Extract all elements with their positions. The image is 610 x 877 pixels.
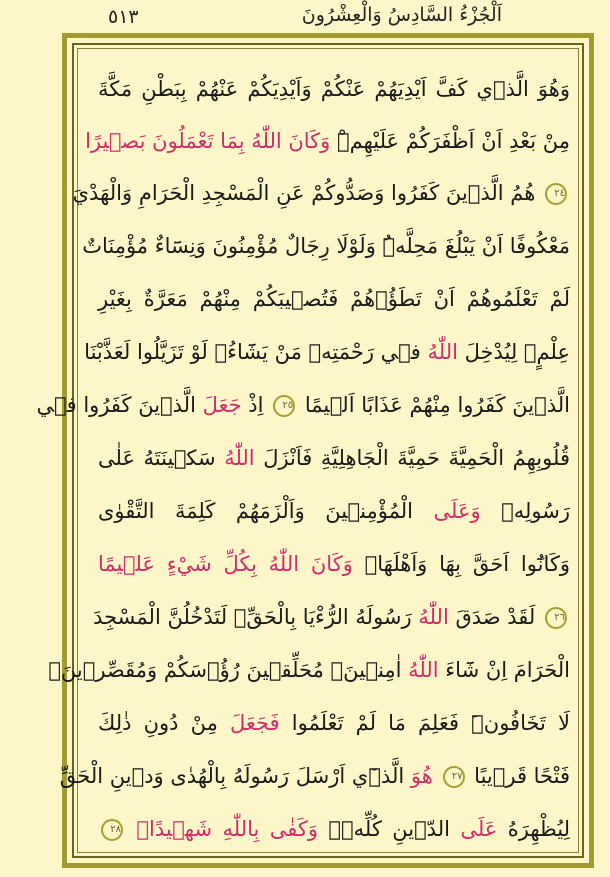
highlighted-phrase: عَلَى	[460, 817, 498, 841]
text-line-15	[98, 800, 570, 858]
verse-text: لَا تَخَافُونَۜ فَعَلِمَ مَا لَمْ تَعْلَمُوا	[279, 711, 570, 735]
verse-text: ف۪ي رَحْمَتِه۪ مَنْ يَشَٓاءُۚ لَوْ تَزَيَّلُوا لَعَذَّبْنَا	[84, 340, 428, 364]
verse-text: وَكَانُٓوا اَحَقَّ بِهَا وَاَهْلَهَاۜ	[352, 552, 570, 576]
text-line-4	[82, 217, 570, 275]
juz-title: اَلْجُزْءُ السَّادِسُ وَالْعِشْرُونَ	[301, 4, 502, 26]
ayah-number-marker: ٢٥	[273, 395, 295, 417]
page-number: ٥١٣	[108, 6, 139, 28]
text-line-9	[98, 482, 570, 540]
text-line-1	[98, 60, 570, 118]
verse-text: قُلُوبِهِمُ الْحَمِيَّةَ حَمِيَّةَ الْجَاهِلِيَّةِ فَاَنْزَلَ	[254, 446, 570, 470]
text-line-12	[48, 641, 570, 699]
verse-text: رَسُولِه۪	[480, 499, 570, 523]
highlighted-phrase: فَجَعَلَ	[230, 711, 280, 735]
text-line-10	[98, 535, 570, 593]
highlighted-phrase: وَعَلَى	[433, 499, 481, 523]
verse-text: لَمْ تَعْلَمُوهُمْ اَنْ تَطَؤُ۫هُمْ فَتُص۪يبَكُمْ مِنْهُمْ مَعَرَّةٌ بِغَيْرِ	[98, 287, 570, 311]
verse-text: الَّذ۪ٓي اَرْسَلَ رَسُولَهُ بِالْهُدٰى وَد۪ينِ الْحَقِّ	[59, 764, 411, 788]
verse-text: الَّذ۪ينَ كَفَرُوا مِنْهُمْ عَذَابًا اَل۪يمًا	[298, 393, 570, 417]
highlighted-phrase: اللّٰهُ	[224, 446, 255, 470]
text-line-2	[85, 112, 570, 170]
ayah-number-marker: ٢٤	[545, 183, 567, 205]
quran-text-area	[36, 60, 570, 850]
highlighted-phrase: وَكَفٰى بِاللّٰهِ شَه۪يدًاۜ	[136, 817, 319, 841]
highlighted-phrase: وَكَانَ اللّٰهُ بِمَا تَعْمَلُونَ بَص۪يرًا	[85, 129, 331, 153]
highlighted-phrase: جَعَلَ	[202, 393, 242, 417]
verse-text: هُمُ الَّذ۪ينَ كَفَرُوا وَصَدُّوكُمْ عَنِ الْمَسْجِدِ الْحَرَامِ وَالْهَدْيَ	[72, 181, 542, 205]
text-line-3	[72, 164, 570, 222]
highlighted-phrase: اللّٰهُ	[427, 340, 458, 364]
highlighted-phrase: اللّٰهُ	[408, 658, 439, 682]
verse-text: لَقَدْ صَدَقَ	[448, 605, 542, 629]
verse-text: فَتْحًا قَر۪يبًا	[467, 764, 570, 788]
text-line-7	[36, 376, 570, 434]
verse-text: وَهُوَ الَّذ۪ي كَفَّ اَيْدِيَهُمْ عَنْكُمْ وَاَيْدِيَكُمْ عَنْهُمْ بِبَطْنِ مَكَّةَ	[98, 77, 570, 101]
verse-text: الَّذ۪ينَ كَفَرُوا ف۪ي	[36, 393, 203, 417]
text-line-14	[59, 747, 570, 805]
text-line-13	[98, 694, 570, 752]
verse-text	[126, 817, 136, 841]
verse-text: لِيُظْهِرَهُ	[497, 817, 570, 841]
verse-text: الدّ۪ينِ كُلِّه۪ۜ	[318, 817, 461, 841]
text-line-5	[98, 270, 570, 328]
highlighted-phrase: هُوَ	[410, 764, 433, 788]
text-line-6	[84, 323, 570, 381]
verse-text: عِلْمٍۚ لِيُدْخِلَ	[457, 340, 570, 364]
verse-text: الْمُؤْمِن۪ينَ وَاَلْزَمَهُمْ كَلِمَةَ التَّقْوٰى	[98, 499, 434, 523]
verse-text: مِنْ بَعْدِ اَنْ اَظْفَرَكُمْ عَلَيْهِمْۜ	[330, 129, 570, 153]
ayah-number-marker: ٢٦	[545, 607, 567, 629]
verse-text: اِذْ	[241, 393, 271, 417]
ayah-number-marker: ٢٧	[443, 766, 465, 788]
verse-text: الْحَرَامَ اِنْ شَٓاءَ	[438, 658, 570, 682]
highlighted-phrase: اللّٰهُ	[418, 605, 449, 629]
highlighted-phrase: وَكَانَ اللّٰهُ بِكُلِّ شَيْءٍ عَل۪يمًا	[98, 552, 353, 576]
verse-text	[433, 764, 440, 788]
verse-text: سَك۪ينَتَهُ عَلٰى	[98, 446, 225, 470]
verse-text: مَعْكُوفًا اَنْ يَبْلُغَ مَحِلَّهُۜ وَلَوْلَا رِجَالٌ مُؤْمِنُونَ وَنِسَٓاءٌ مُؤْمِنَاتٌ	[82, 234, 570, 258]
verse-text: اٰمِن۪ينَۙ مُحَلِّق۪ينَ رُؤُ۫سَكُمْ وَمُقَصِّر۪ينَۙ	[48, 658, 409, 682]
text-line-8	[98, 429, 570, 487]
verse-text: رَسُولَهُ الرُّءْيَا بِالْحَقِّۚ لَتَدْخُلُنَّ الْمَسْجِدَ	[93, 605, 419, 629]
page-header	[0, 0, 610, 36]
ayah-number-marker: ٢٨	[101, 819, 123, 841]
text-line-11	[93, 588, 570, 646]
verse-text: مِنْ دُونِ ذٰلِكَ	[98, 711, 230, 735]
